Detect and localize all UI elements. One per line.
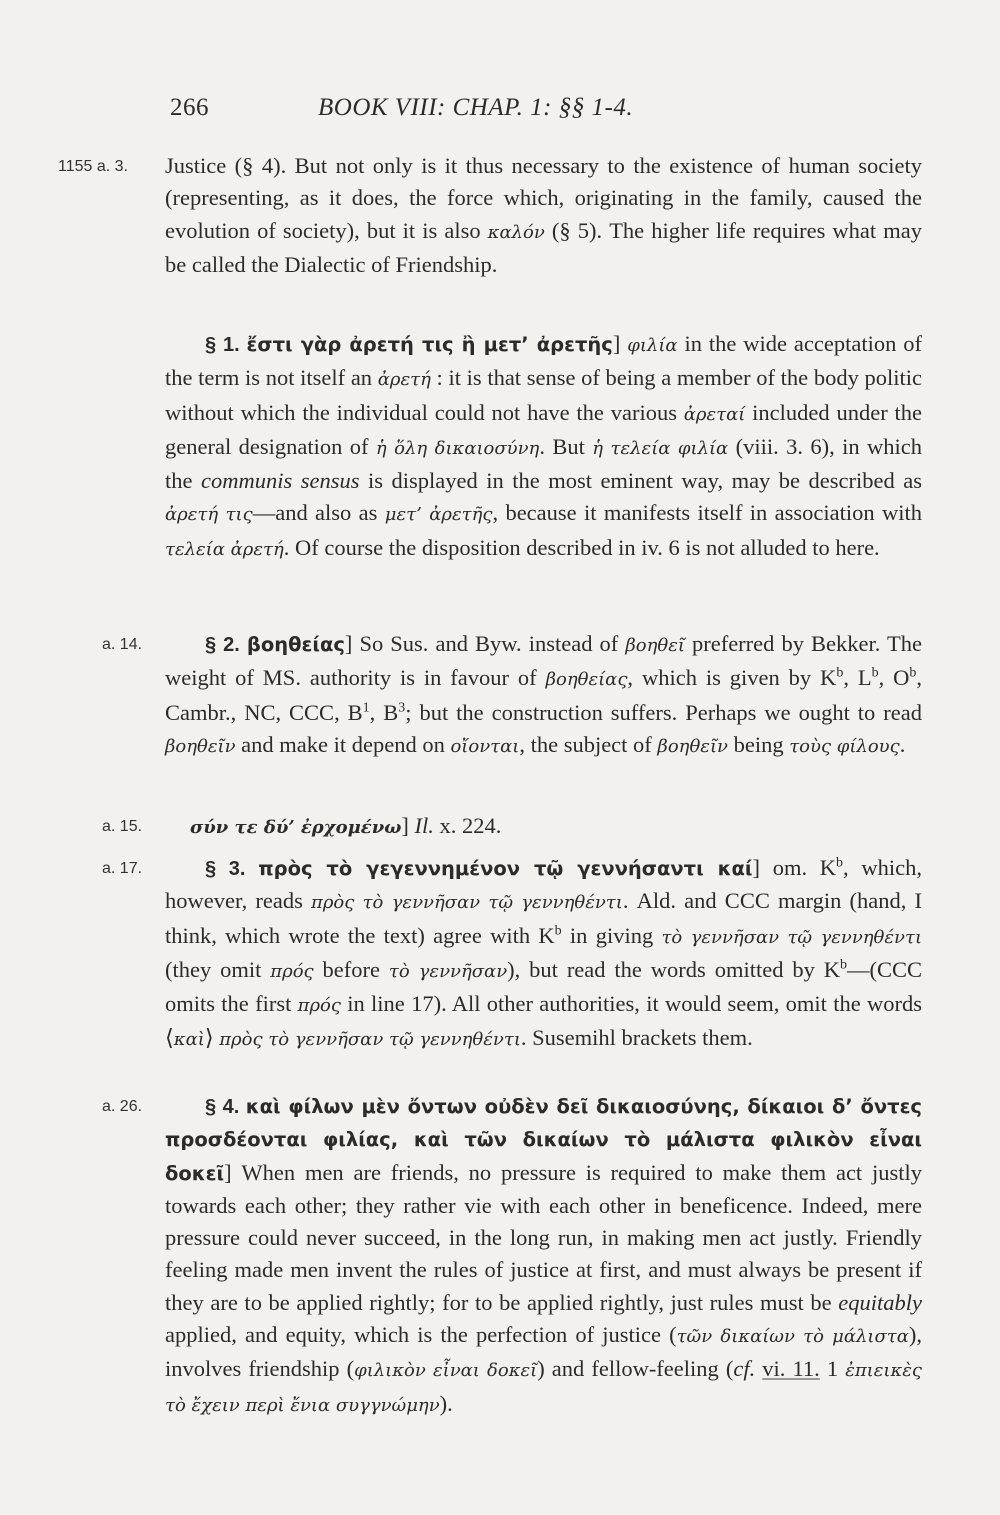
- section-4-paragraph: § 4. καὶ φίλων μὲν ὄντων οὐδὲν δεῖ δικαιοσύνης, δίκαιοι δ’ ὄντες προσδέονται φιλίας, καὶ τῶν δικαίων τὸ μάλιστα φιλικὸν εἶναι δοκεῖ] When men are friends, no pressure is required to make them act justly towards each other; they rather vie with each other in beneficence. Indeed, mere pressure could never succeed, in the long run, in making men act justly. Friendly feeling made men invent the rules of justice at first, and must always be present if they are to be applied rightly; for to be applied rightly, just rules must be equitably applied, and equity, which is the perfection of justice (τῶν δικαίων τὸ μάλιστα), involves friendship (φιλικὸν εἶναι δοκεῖ) and fellow-feeling (cf. vi. 11. 1 ἐπιεικὲς τὸ ἔχειν περὶ ἔνια συγγνώμην).: [165, 1095, 922, 1416]
- line-reference: 1155 a. 3.: [58, 158, 128, 175]
- lemma: ἔστι γὰρ ἀρετή τις ἢ μετ’ ἀρετῆς: [246, 333, 613, 356]
- page-header: [0, 94, 1000, 134]
- section-3-paragraph: § 3. πρὸς τὸ γεγεννημένον τῷ γεννήσαντι καί] om. $K^b$, which, however, reads πρὸς τὸ γεννῆσαν τῷ γεννηθέντι. Ald. and CCC margin (hand, I think, which wrote the text) agree with $K^b$ in giving τὸ γεννῆσαν τῷ γεννηθέντι (they omit πρός before τὸ γεννῆσαν), but read the words omitted by $K^b—(CCC$ omits the first πρός in line 17). All other authorities, it would seem, omit the words ⟨καὶ⟩ πρὸς τὸ γεννῆσαν τῷ γεννηθέντι. Susemihl brackets them.: [165, 855, 923, 1051]
- lemma: βοηθείας: [246, 633, 345, 656]
- lemma: πρὸς τὸ γεγεννημένον τῷ γεννήσαντι καί: [258, 857, 753, 880]
- section-1-paragraph: § 1. ἔστι γὰρ ἀρετή τις ἢ μετ’ ἀρετῆς] φιλία in the wide acceptation of the term is not itself an ἀρετή : it is that sense of being a member of the body politic without which the individual could not have the various ἀρεταί included under the general designation of ἡ ὅλη δικαιοσύνη. But ἡ τελεία φιλία (viii. 3. 6), in which the communis sensus is displayed in the most eminent way, may be described as ἀρετή τις—and also as μετ’ ἀρετῆς, because it manifests itself in association with τελεία ἀρετή. Of course the disposition described in iv. 6 is not alluded to here.: [165, 331, 922, 560]
- pencil-underline: vi. 11.: [762, 1356, 820, 1382]
- page-number: 266: [170, 94, 209, 121]
- line-reference: a. 14.: [102, 636, 143, 653]
- section-marker: § 4.: [205, 1096, 240, 1118]
- note-a15-paragraph: σύν τε δύ’ ἐρχομένω] Il. x. 224.: [190, 813, 502, 838]
- section-2-paragraph: § 2. βοηθείας] So Sus. and Byw. instead of βοηθεῖ preferred by Bekker. The weight of MS. authority is in favour of βοηθείας, which is given by $K^b$, $L^b$, $O^b$, Cambr., NC, CCC, $B^1$, $B^3$; but the construction suffers. Perhaps we ought to read βοηθεῖν and make it depend on οἴονται, the subject of βοηθεῖν being τοὺς φίλους.: [165, 631, 922, 757]
- section-marker: § 1.: [205, 334, 240, 356]
- line-reference: a. 15.: [102, 818, 143, 835]
- section-marker: § 2.: [205, 634, 240, 656]
- line-reference: a. 17.: [102, 860, 143, 877]
- section-marker: § 3.: [205, 858, 246, 880]
- lemma: καὶ φίλων μὲν ὄντων οὐδὲν δεῖ δικαιοσύνης, δίκαιοι δ’ ὄντες προσδέονται φιλίας, καὶ τῶν δικαίων τὸ μάλιστα φιλικὸν εἶναι δοκεῖ: [165, 1095, 922, 1185]
- intro-paragraph: Justice (§ 4). But not only is it thus necessary to the existence of human society (representing, as it does, the force which, originating in the family, caused the evolution of society), but it is also καλόν (§ 5). The higher life requires what may be called the Dialectic of Friendship.: [165, 153, 922, 277]
- line-reference: a. 26.: [102, 1098, 143, 1115]
- running-title: BOOK VIII: CHAP. 1: §§ 1-4.: [318, 94, 634, 121]
- lemma: σύν τε δύ’ ἐρχομένω: [190, 817, 402, 838]
